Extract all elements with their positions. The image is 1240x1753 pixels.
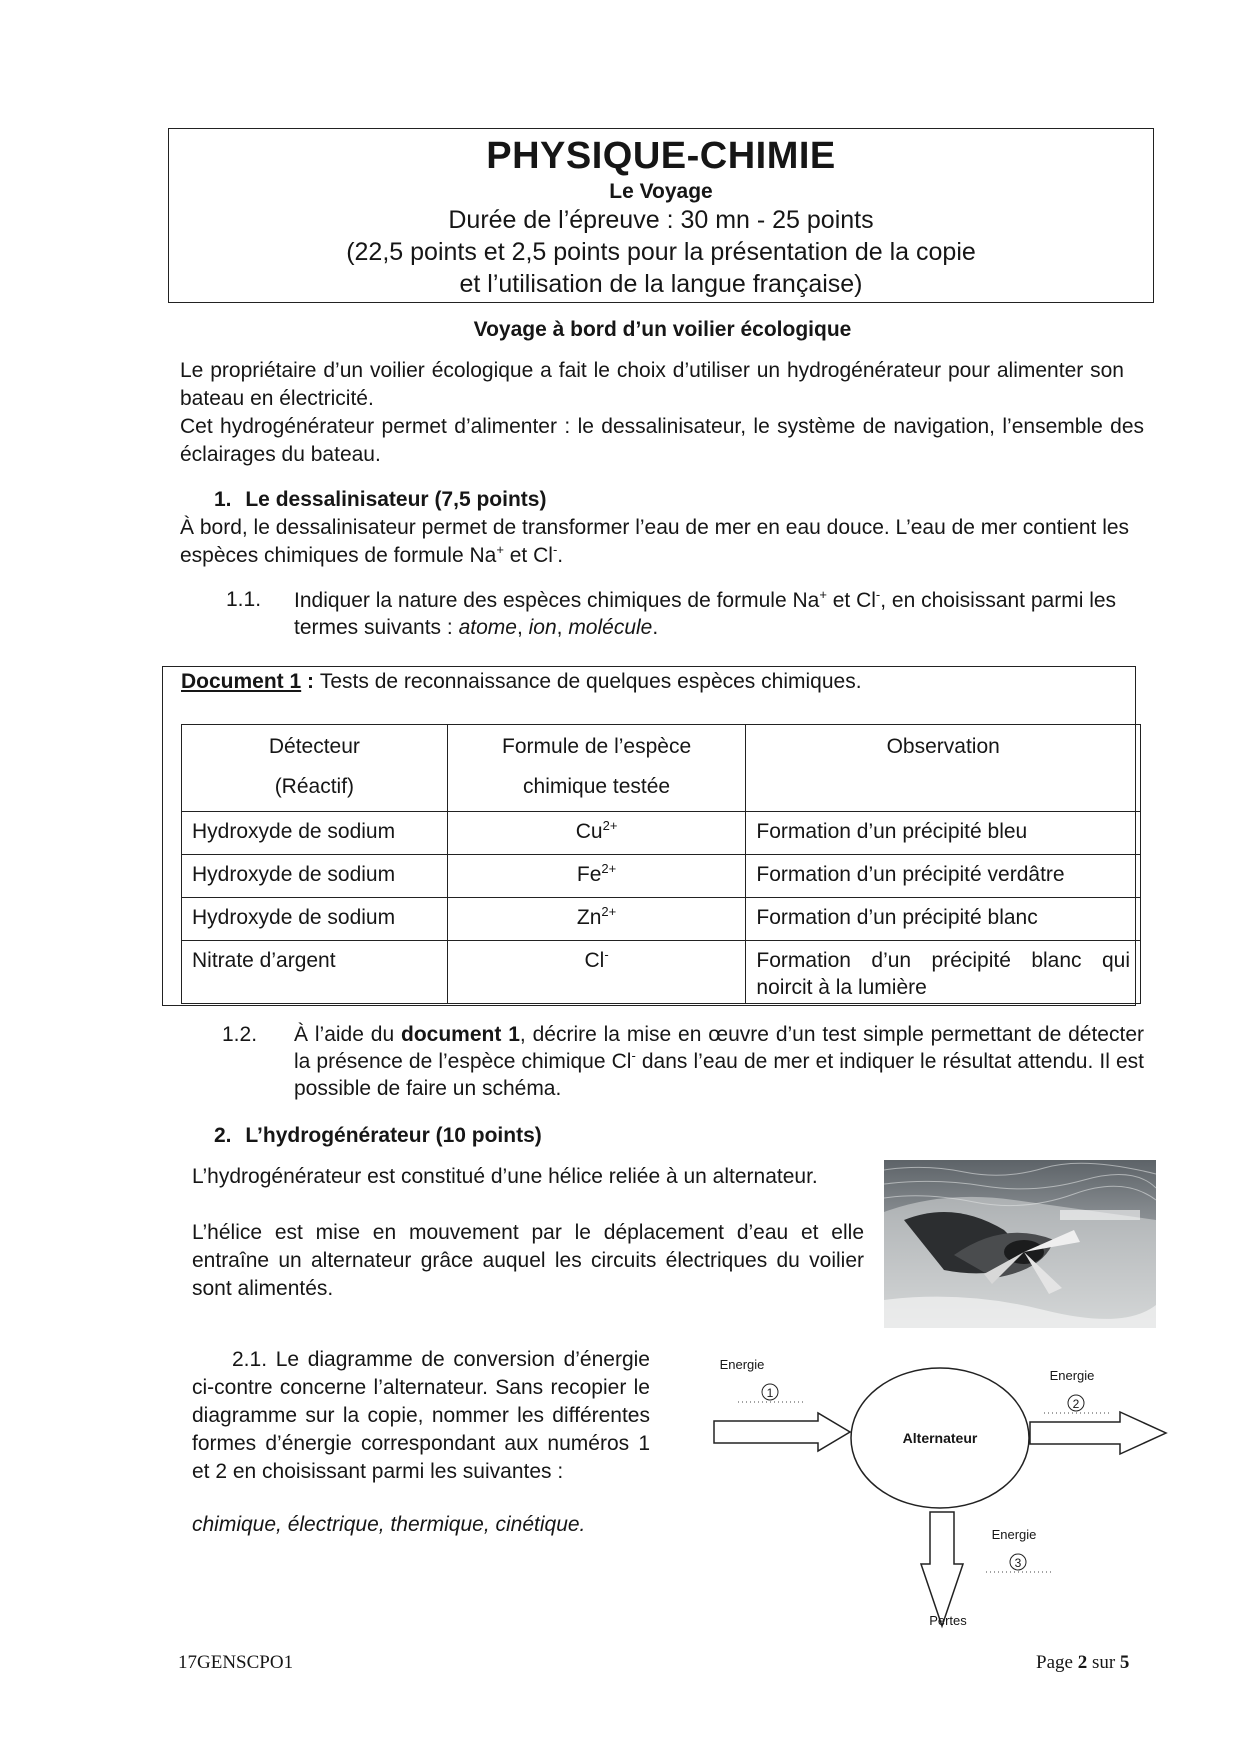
- page-total: 5: [1119, 1652, 1130, 1673]
- q11-text-a: Indiquer la nature des espèces chimiques de formule Na: [294, 589, 820, 612]
- tests-table: [181, 724, 1141, 1004]
- page-current: 2: [1077, 1652, 1088, 1673]
- document-1-colon: :: [301, 670, 320, 693]
- header-formula-l1: Formule de l’espèce: [502, 735, 692, 758]
- section-2-title: L’hydrogénérateur (10 points): [245, 1124, 542, 1147]
- cell-detector: Hydroxyde de sodium: [182, 898, 448, 941]
- separator: ,: [556, 616, 569, 639]
- hydrogenerator-photo: [884, 1160, 1156, 1328]
- question-1-2-text: [294, 1021, 1144, 1102]
- section-1-text-a: À bord, le dessalinisateur permet de transformer l’eau de mer en eau douce. L’eau de mer contient les espèces chimiques de formule Na: [180, 516, 1130, 567]
- cell-formula: [447, 812, 746, 855]
- q12-bold: document 1: [401, 1023, 520, 1046]
- cell-observation: Formation d’un précipité verdâtre: [746, 855, 1141, 898]
- energy-1-arrow: [714, 1413, 850, 1451]
- number-3: 3: [1014, 1556, 1022, 1570]
- cell-detector: Hydroxyde de sodium: [182, 855, 448, 898]
- cell-detector: Hydroxyde de sodium: [182, 812, 448, 855]
- main-title: Voyage à bord d’un voilier écologique: [473, 318, 852, 341]
- term-ion: ion: [528, 616, 557, 639]
- document-1-box: [162, 666, 1136, 1006]
- separator: ,: [516, 616, 529, 639]
- term-molecule: molécule: [568, 616, 653, 639]
- subject-title: PHYSIQUE-CHIMIE: [486, 135, 836, 177]
- table-row: [182, 812, 1141, 855]
- hydrogenerator-image: [884, 1160, 1156, 1328]
- energy-choices: chimique, électrique, thermique, cinétique.: [192, 1513, 586, 1536]
- page-number: [1036, 1652, 1129, 1674]
- question-2-1-number: 2.1.: [232, 1348, 268, 1371]
- section-2-heading: [214, 1124, 542, 1148]
- section-1-text-and: et Cl: [503, 544, 553, 567]
- cell-observation: Formation d’un précipité blanc: [746, 898, 1141, 941]
- energy-2-arrow: [1030, 1412, 1166, 1454]
- cell-detector: Nitrate d’argent: [182, 941, 448, 1004]
- section-2-paragraph-1: L’hydrogénérateur est constitué d’une hélice reliée à un alternateur.: [192, 1165, 818, 1188]
- page-prefix: Page: [1036, 1652, 1078, 1673]
- formula: Cu: [575, 820, 603, 843]
- sup-minus: -: [631, 1048, 636, 1063]
- energy-3-arrow: [921, 1512, 963, 1626]
- q12-text-a: À l’aide du: [294, 1023, 401, 1046]
- section-1-text-end: .: [557, 544, 564, 567]
- q12-text-b: , décrire la mise en œuvre d’un test simple permettant de détecter la présence de l’espèce chimique Cl: [294, 1023, 1144, 1073]
- header-detector: [182, 725, 448, 812]
- question-1-1-text: [294, 587, 1146, 641]
- alternateur-label: Alternateur: [902, 1430, 978, 1446]
- cell-observation: Formation d’un précipité bleu: [746, 812, 1141, 855]
- number-2: 2: [1072, 1397, 1080, 1411]
- energy-conversion-diagram: [700, 1352, 1170, 1642]
- losses-label: Pertes: [929, 1613, 967, 1628]
- sup-plus: +: [819, 587, 827, 602]
- theme-subtitle: Le Voyage: [609, 180, 713, 203]
- number-1: 1: [766, 1386, 774, 1400]
- header-formula: [447, 725, 746, 812]
- sup-minus: -: [875, 587, 881, 602]
- header-formula-l2: chimique testée: [523, 775, 671, 798]
- question-2-1-text: [192, 1346, 650, 1486]
- document-1-label: Document 1: [181, 670, 302, 693]
- q11-text-b: et Cl: [826, 589, 876, 612]
- cell-formula: [447, 898, 746, 941]
- cell-formula: [447, 855, 746, 898]
- section-1-text: [180, 514, 1144, 570]
- charge: 2+: [602, 818, 618, 833]
- cell-formula: [447, 941, 746, 1004]
- question-1-2-number: 1.2.: [222, 1023, 258, 1046]
- exam-duration: Durée de l’épreuve : 30 mn - 25 points: [448, 206, 874, 234]
- intro-paragraph-2: Cet hydrogénérateur permet d’alimenter : le dessalinisateur, le système de navigation, l’ensemble des éclairages du bateau.: [180, 415, 1144, 466]
- section-2-paragraph-2: L’hélice est mise en mouvement par le déplacement d’eau et elle entraîne un alternateur grâce auquel les circuits électriques du voilier sont alimentés.: [192, 1221, 864, 1300]
- header-detector-l2: (Réactif): [274, 775, 355, 798]
- charge: 2+: [601, 861, 617, 876]
- term-atome: atome: [458, 616, 517, 639]
- intro-paragraph-1: Le propriétaire d’un voilier écologique a fait le choix d’utiliser un hydrogénérateur pour alimenter son bateau en électricité.: [180, 359, 1124, 410]
- question-2-1-body: Le diagramme de conversion d’énergie ci-contre concerne l’alternateur. Sans recopier le diagramme sur la copie, nommer les différentes formes d’énergie correspondant aux numéros 1 et 2 en choisissant parmi les suivantes :: [192, 1348, 650, 1483]
- table-header-row: [182, 725, 1141, 812]
- table-row: [182, 941, 1141, 1004]
- formula: Zn: [576, 906, 602, 929]
- page-mid: sur: [1087, 1652, 1120, 1673]
- formula: Cl: [584, 949, 605, 972]
- energy-2-label: Energie: [1049, 1368, 1095, 1383]
- table-row: [182, 855, 1141, 898]
- document-1-caption: [181, 670, 862, 694]
- q11-end: .: [652, 616, 659, 639]
- section-1-heading: [214, 488, 546, 512]
- points-line-2: et l’utilisation de la langue française): [459, 270, 863, 298]
- section-1-title: Le dessalinisateur (7,5 points): [245, 488, 547, 511]
- points-line-1: (22,5 points et 2,5 points pour la présentation de la copie: [346, 238, 976, 266]
- sup-plus: +: [496, 542, 504, 557]
- formula: Fe: [576, 863, 602, 886]
- document-1-caption-text: Tests de reconnaissance de quelques espèces chimiques.: [319, 670, 862, 693]
- section-2-number: 2.: [214, 1124, 232, 1147]
- question-1-1-number: 1.1.: [226, 588, 262, 611]
- energy-3-label: Energie: [991, 1527, 1037, 1542]
- charge: -: [604, 947, 609, 962]
- q12-text-c: dans l’eau de mer et indiquer le résultat attendu. Il est possible de faire un schéma.: [294, 1050, 1144, 1100]
- header-observation: Observation: [746, 725, 1141, 812]
- cell-observation: Formation d’un précipité blanc qui noircit à la lumière: [746, 941, 1141, 1004]
- sup-minus: -: [552, 542, 558, 557]
- header-box: [168, 128, 1154, 303]
- table-row: [182, 898, 1141, 941]
- header-detector-l1: Détecteur: [268, 735, 360, 758]
- exam-code: 17GENSCPO1: [178, 1652, 294, 1673]
- energy-1-label: Energie: [719, 1357, 765, 1372]
- section-1-number: 1.: [214, 488, 232, 511]
- charge: 2+: [601, 904, 617, 919]
- q11-text-c: , en choisissant parmi les termes suivants :: [294, 589, 1117, 639]
